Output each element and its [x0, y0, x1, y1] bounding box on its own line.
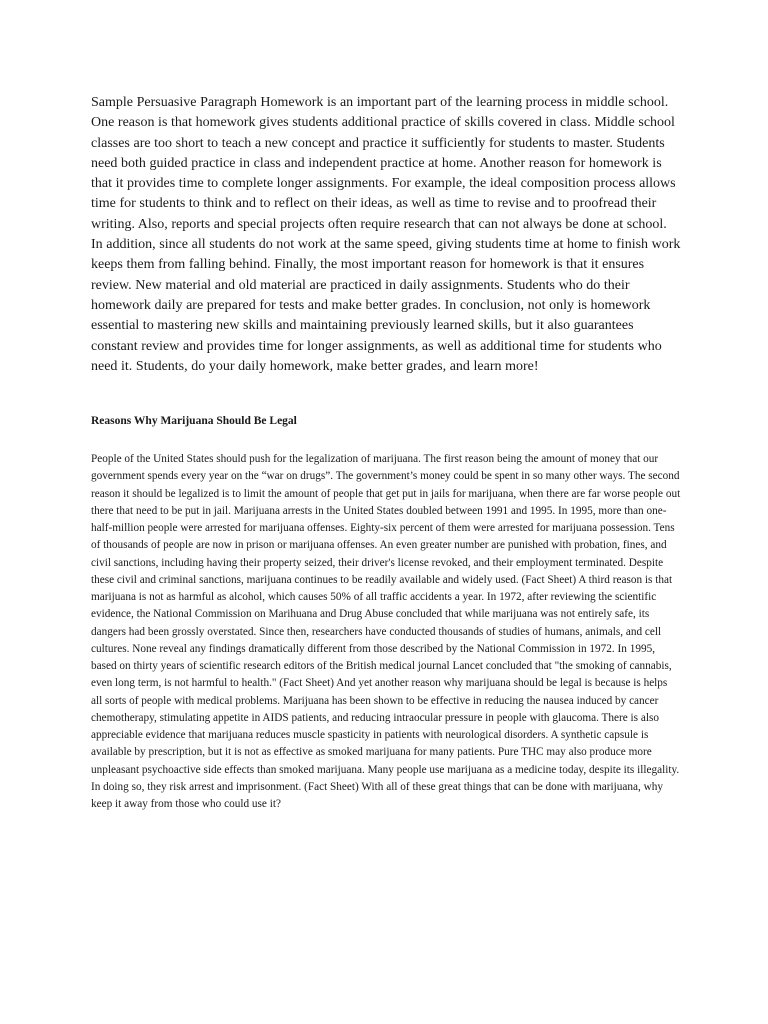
section-heading: Reasons Why Marijuana Should Be Legal: [91, 415, 297, 427]
marijuana-paragraph: People of the United States should push for the legalization of marijuana. The first reason being the amount of money that our government spends every year on the “war on drugs”. The government’s money could be spent in so many other ways. The second reason it should be legalized is to limit the amount of people that get put in jails for marijuana, when there are far worse people out there that need to be put in jail. Marijuana arrests in the United States doubled between 1991 and 1995. In 1995, more than one-half-million people were arrested for marijuana offenses. Eighty-six percent of them were arrested for marijuana possession. Tens of thousands of people are now in prison or marijuana offenses. An even greater number are punished with probation, fines, and civil sanctions, including having their property seized, their driver's license revoked, and their employment terminated. Despite these civil and criminal sanctions, marijuana continues to be readily available and widely used. (Fact Sheet) A third reason is that marijuana is not as harmful as alcohol, which causes 50% of all traffic accidents a year. In 1972, after reviewing the scientific evidence, the National Commission on Marihuana and Drug Abuse concluded that while marijuana was not entirely safe, its dangers had been grossly overstated. Since then, researchers have conducted thousands of studies of humans, animals, and cell cultures. None reveal any findings dramatically different from those described by the National Commission in 1972. In 1995, based on thirty years of scientific research editors of the British medical journal Lancet concluded that "the smoking of cannabis, even long term, is not harmful to health." (Fact Sheet) And yet another reason why marijuana should be legal is because is helps all sorts of people with medical problems. Marijuana has been shown to be effective in reducing the nausea induced by cancer chemotherapy, stimulating appetite in AIDS patients, and reducing intraocular pressure in people with glaucoma. There is also appreciable evidence that marijuana reduces muscle spasticity in patients with neurological disorders. A synthetic capsule is available by prescription, but it is not as effective as smoked marijuana for many patients. Pure THC may also produce more unpleasant psychoactive side effects than smoked marijuana. Many people use marijuana as a medicine today, despite its illegality. In doing so, they risk arrest and imprisonment. (Fact Sheet) With all of these great things that can be done with marijuana, why keep it away from those who could use it?: [91, 453, 681, 810]
homework-paragraph: Sample Persuasive Paragraph Homework is an important part of the learning process in middle school. One reason is that homework gives students additional practice of skills covered in class. Middle school classes are too short to teach a new concept and practice it sufficiently for students to master. Students need both guided practice in class and independent practice at home. Another reason for homework is that it provides time to complete longer assignments. For example, the ideal composition process allows time for students to think and to reflect on their ideas, as well as time to revise and to proofread their writing. Also, reports and special projects often require research that can not always be done at school. In addition, since all students do not work at the same speed, giving students time at home to finish work keeps them from falling behind. Finally, the most important reason for homework is that it ensures review. New material and old material are practiced in daily assignments. Students who do their homework daily are prepared for tests and make better grades. In conclusion, not only is homework essential to mastering new skills and maintaining previously learned skills, but it also guarantees constant review and provides time for longer assignments, as well as additional time for students who need it. Students, do your daily homework, make better grades, and learn more!: [91, 95, 681, 374]
